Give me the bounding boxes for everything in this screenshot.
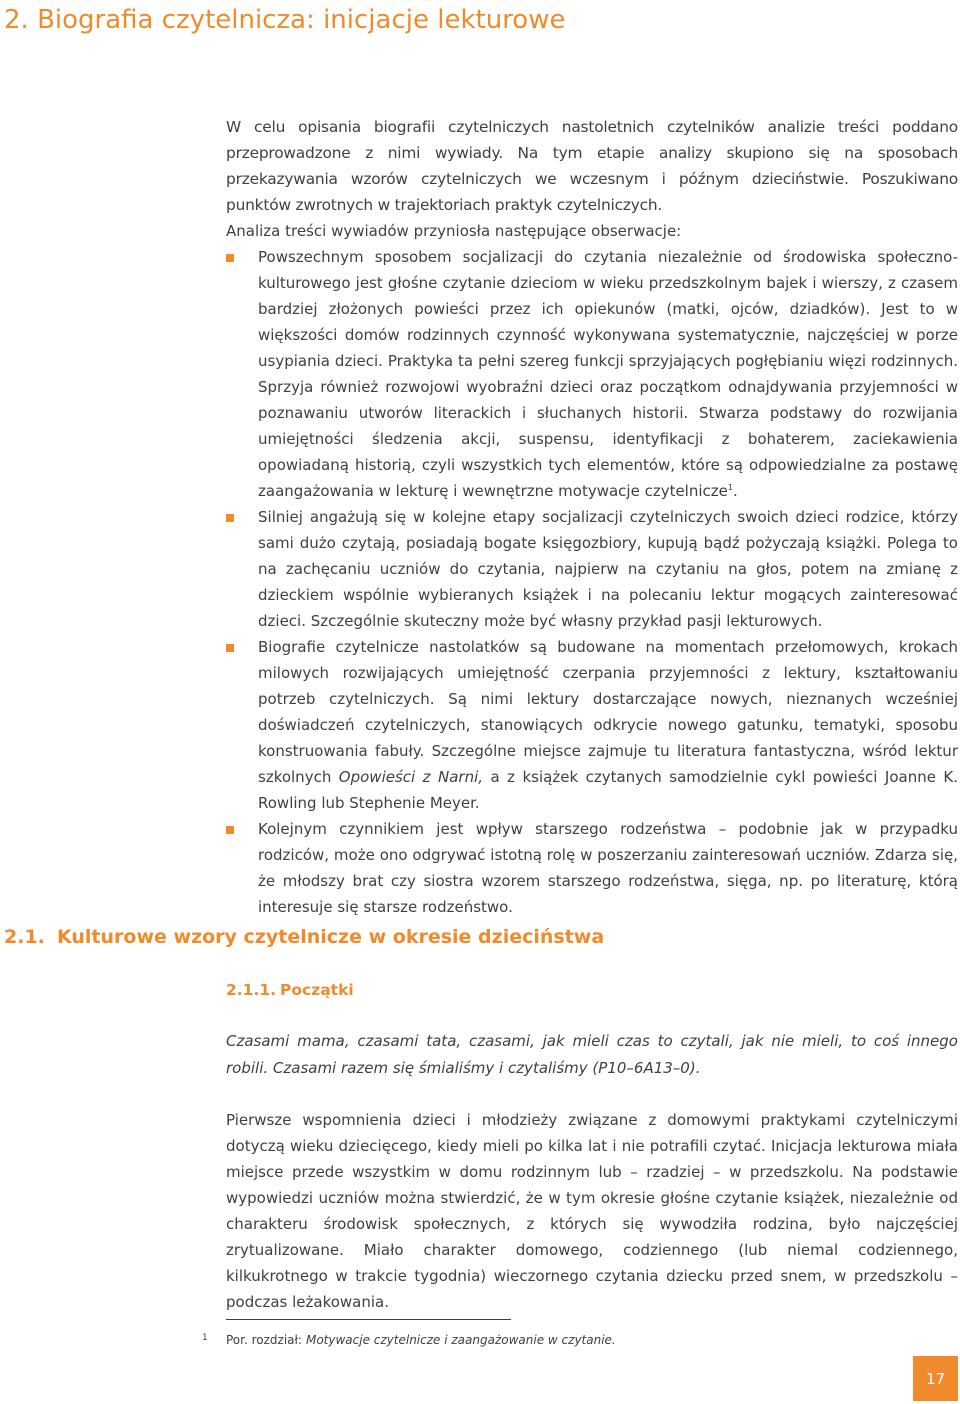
- square-bullet-icon: [226, 826, 234, 834]
- interview-quote: Czasami mama, czasami tata, czasami, jak mieli czas to czytali, jak nie mieli, to coś innego robili. Czasami razem się śmialiśmy i czytaliśmy (P10–6A13–0).: [226, 1032, 958, 1077]
- list-item: [226, 634, 958, 816]
- chapter-title: 2. Biografia czytelnicza: inicjacje lekturowe: [4, 5, 566, 35]
- list-item: [226, 504, 958, 634]
- footnote-title: Motywacje czytelnicze i zaangażowanie w czytanie.: [305, 1333, 616, 1347]
- list-item: [226, 816, 958, 920]
- section-title: Kulturowe wzory czytelnicze w okresie dzieciństwa: [57, 926, 605, 948]
- list-item-text: Powszechnym sposobem socjalizacji do czytania niezależnie od środowiska społeczno-kulturowego jest głośne czytanie dzieciom w wieku przedszkolnym bajek i wierszy, z czasem bardziej złożonych powieści przez ich opiekunów (matki, ojców, dziadków). Jest to w większości domów rodzinnych czynność wykonywana systematycznie, najczęściej w porze usypiania dzieci. Praktyka ta pełni szereg funkcji sprzyjających pogłębianiu więzi rodzinnych. Sprzyja również rozwojowi wyobraźni dzieci oraz początkom odnajdywania przyjemności w poznawaniu utworów literackich i słuchanych historii. Stwarza podstawy do rozwijania umiejętności śledzenia akcji, suspensu, identyfikacji z bohaterem, zaciekawienia opowiadaną historią, czyli wszystkich tych elementów, które są odpowiedzialne za postawę zaangażowania w lekturę i wewnętrzne motywacje czytelnicze: [258, 248, 958, 500]
- list-item-text: Kolejnym czynnikiem jest wpływ starszego rodzeństwa – podobnie jak w przypadku rodziców, może ono odgrywać istotną rolę w poszerzaniu zainteresowań uczniów. Zdarza się, że młodszy brat czy siostra wzorem starszego rodzeństwa, sięga, np. po literaturę, którą interesuje się starsze rodzeństwo.: [258, 820, 958, 916]
- square-bullet-icon: [226, 644, 234, 652]
- section-heading: [4, 922, 954, 952]
- list-item-text: Biografie czytelnicze nastolatków są budowane na momentach przełomowych, krokach milowych rozwijających umiejętność czerpania przyjemności z lektury, kształtowaniu potrzeb czytelniczych. Są nimi lektury dostarczające nowych, nieznanych wcześniej doświadczeń czytelniczych, stanowiących odkrycie nowego gatunku, tematyki, sposobu konstruowania fabuły. Szczególne miejsce zajmuje tu literatura fantastyczna, wśród lektur szkolnych: [258, 638, 958, 786]
- footnote-ref[interactable]: 1: [727, 483, 733, 492]
- lead-in-paragraph: Analiza treści wywiadów przyniosła następujące obserwacje:: [226, 222, 682, 240]
- book-title: Opowieści z Narni,: [338, 768, 484, 786]
- list-item-text-end: a z książek czytanych samodzielnie cykl powieści Joanne K. Rowling lub Stephenie Meyer.: [258, 768, 959, 812]
- square-bullet-icon: [226, 254, 234, 262]
- subsection-number: 2.1.1.: [226, 981, 277, 999]
- observations-list: [226, 244, 958, 920]
- page-number-text: 17: [925, 1369, 946, 1388]
- footnote-mark: 1: [202, 1333, 208, 1343]
- section-number: 2.1.: [4, 926, 45, 948]
- intro-paragraph: W celu opisania biografii czytelniczych nastoletnich czytelników analizie treści poddano przeprowadzone z nimi wywiady. Na tym etapie analizy skupiono się na sposobach przekazywania wzorów czytelniczych we wczesnym i późnym dzieciństwie. Poszukiwano punktów zwrotnych w trajektoriach praktyk czytelniczych.: [226, 118, 958, 214]
- main-content: [226, 114, 958, 920]
- footnote-divider: [226, 1319, 511, 1320]
- footnote-label: Por. rozdział:: [226, 1333, 302, 1347]
- footnote: [202, 1332, 926, 1348]
- body-paragraph: Pierwsze wspomnienia dzieci i młodzieży związane z domowymi praktykami czytelniczymi dotyczą wieku dziecięcego, kiedy mieli po kilka lat i nie potrafili czytać. Inicjacja lekturowa miała miejsce przede wszystkim w domu rodzinnym lub – rzadziej – w przedszkolu. Na podstawie wypowiedzi uczniów można stwierdzić, że w tym okresie głośne czytanie książek, niezależnie od charakteru środowisk społecznych, z których się wywodziła rodzina, było najczęściej zrytualizowane. Miało charakter domowego, codziennego (lub niemal codziennego, kilkukrotnego w trakcie tygodnia) wieczornego czytania dziecku przed snem, w przedszkolu – podczas leżakowania.: [226, 1111, 958, 1311]
- subsection-heading: [226, 977, 354, 1003]
- list-item-end: .: [732, 482, 738, 500]
- subsection-title: Początki: [280, 981, 354, 999]
- list-item: [226, 244, 958, 504]
- list-item-text: Silniej angażują się w kolejne etapy socjalizacji czytelniczych swoich dzieci rodzice, którzy sami dużo czytają, posiadają bogate księgozbiory, kupują bądź pożyczają książki. Polega to na zachęcaniu uczniów do czytania, najpierw na czytaniu na głos, potem na zmianę z dzieckiem wspólnie wybieranych książek i na polecaniu lektur mogących zainteresować dzieci. Szczególnie skuteczny może być własny przykład pasji lekturowych.: [258, 508, 958, 630]
- square-bullet-icon: [226, 514, 234, 522]
- page-number: [913, 1356, 958, 1401]
